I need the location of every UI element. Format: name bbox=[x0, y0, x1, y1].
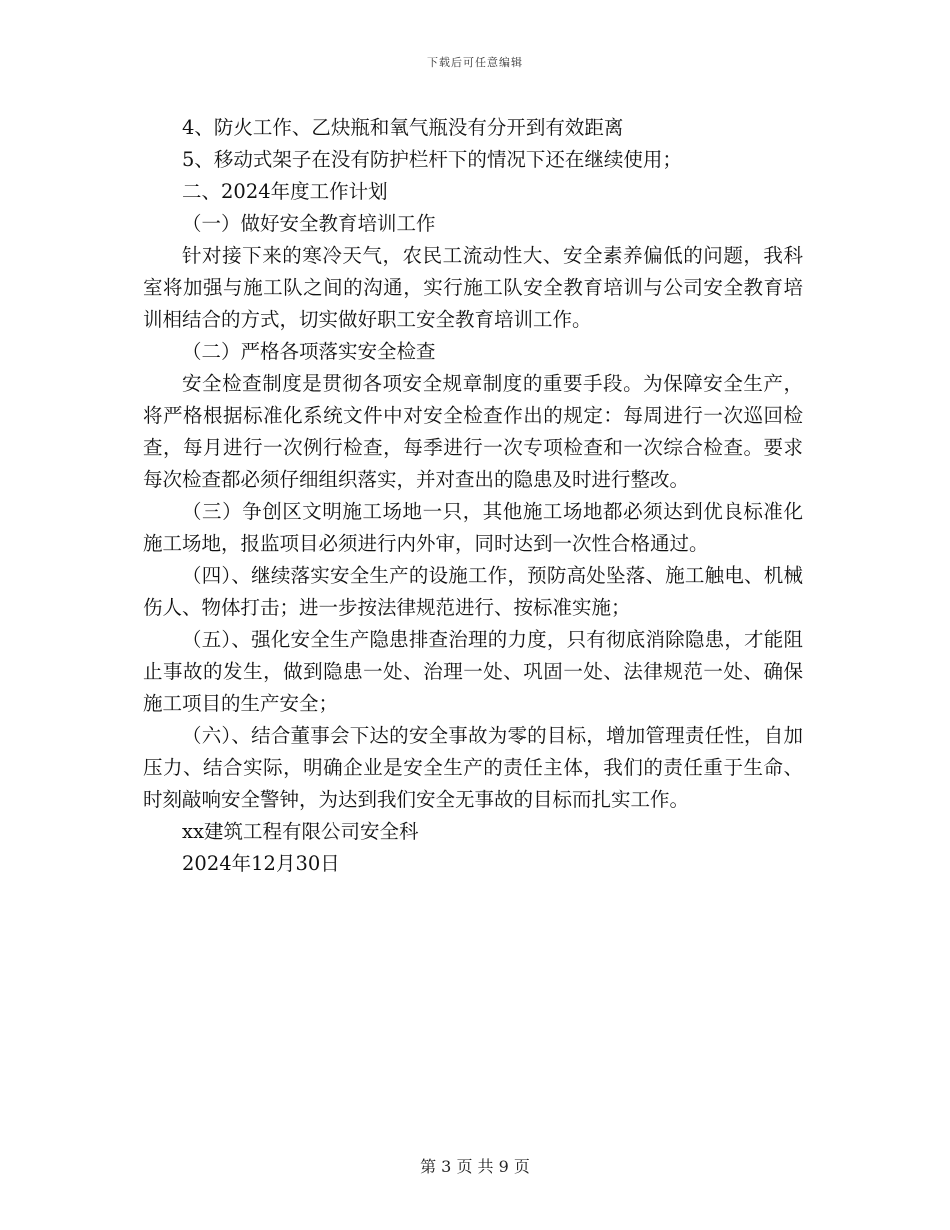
paragraph-hazard-control: （五）、强化安全生产隐患排查治理的力度，只有彻底消除隐患，才能阻止事故的发生，做到隐患一处、治理一处、巩固一处、法律规范一处、确保施工项目的生产安全； bbox=[143, 628, 803, 715]
paragraph-zero-accident: （六）、结合董事会下达的安全事故为零的目标，增加管理责任性，自加压力、结合实际，明确企业是安全生产的责任主体，我们的责任重于生命、时刻敲响安全警钟，为达到我们安全无事故的目标而扎实工作。 bbox=[143, 724, 803, 811]
subheading-inspection: （二）严格各项落实安全检查 bbox=[182, 340, 436, 363]
paragraph-civilized-site: （三）争创区文明施工场地一只，其他施工场地都必须达到优良标准化施工场地，报监项目必须进行内外审，同时达到一次性合格通过。 bbox=[143, 500, 803, 555]
paragraph-item-5: 5、移动式架子在没有防护栏杆下的情况下还在继续使用； bbox=[182, 148, 682, 171]
page-header-note: 下载后可任意编辑 bbox=[427, 56, 523, 69]
paragraph-facilities: （四）、继续落实安全生产的设施工作，预防高处坠落、施工触电、机械伤人、物体打击；进一步按法律规范进行、按标准实施； bbox=[143, 564, 803, 619]
document-body bbox=[143, 112, 803, 880]
signature-date: 2024年12月30日 bbox=[182, 852, 340, 875]
subheading-training: （一）做好安全教育培训工作 bbox=[182, 212, 436, 235]
paragraph-training: 针对接下来的寒冷天气，农民工流动性大、安全素养偏低的问题，我科室将加强与施工队之间的沟通，实行施工队安全教育培训与公司安全教育培训相结合的方式，切实做好职工安全教育培训工作。 bbox=[143, 244, 803, 331]
section-heading-plan: 二、2024年度工作计划 bbox=[182, 180, 388, 203]
paragraph-item-4: 4、防火工作、乙炔瓶和氧气瓶没有分开到有效距离 bbox=[182, 116, 624, 139]
page-number: 第 3 页 共 9 页 bbox=[420, 1157, 530, 1176]
signature-department: xx建筑工程有限公司安全科 bbox=[182, 820, 419, 843]
paragraph-inspection: 安全检查制度是贯彻各项安全规章制度的重要手段。为保障安全生产，将严格根据标准化系统文件中对安全检查作出的规定：每周进行一次巡回检查，每月进行一次例行检查，每季进行一次专项检查和一次综合检查。要求每次检查都必须仔细组织落实，并对查出的隐患及时进行整改。 bbox=[143, 372, 803, 491]
